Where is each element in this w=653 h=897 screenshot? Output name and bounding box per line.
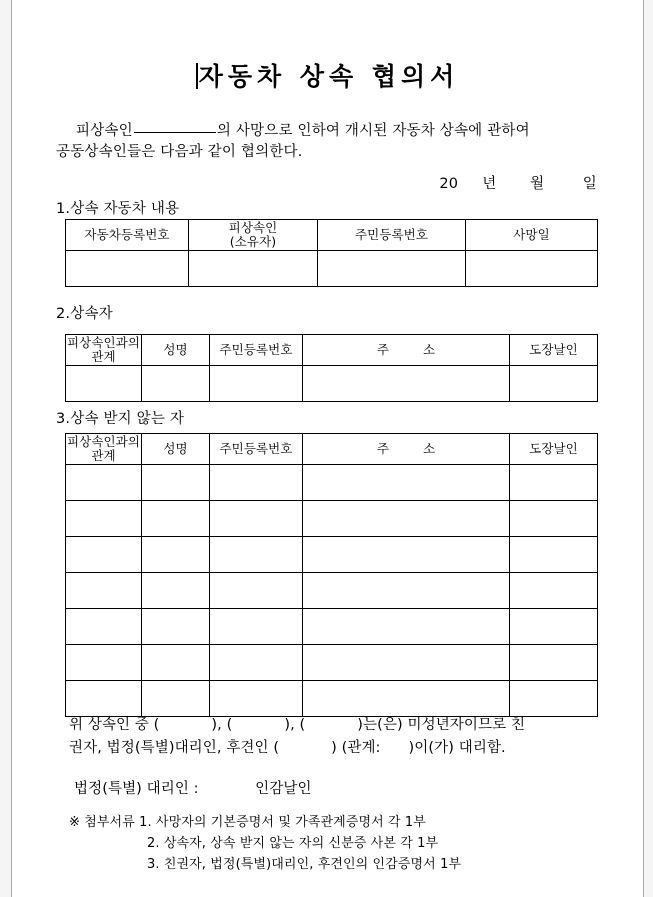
intro-paragraph [56,121,636,163]
heirs-table [65,334,598,402]
table-row [66,609,598,645]
waivers-table [65,433,598,717]
cell-resident-reg-no[interactable] [210,573,303,609]
cell-address[interactable] [303,465,510,501]
cell-seal[interactable] [510,501,598,537]
cell-address[interactable] [303,573,510,609]
table-header-row [66,335,598,366]
col-header-address [303,335,510,366]
intro-line-1-rest: 의 사망으로 인하여 개시된 자동차 상속에 관하여 [216,123,530,139]
cell-resident-reg-no[interactable] [210,366,303,402]
col-header-decedent-line2: (소유자) [229,234,277,249]
col-header-address-left: 주 [376,341,389,357]
page-title [12,62,643,92]
col-header-resident-reg-no: 주민등록번호 [210,335,303,366]
minor-clause-part-2: ), ( [211,717,233,733]
page-outside-left-margin [0,0,11,897]
col-header-relationship-line2: 관계 [91,448,116,463]
cell-name[interactable] [142,501,210,537]
cell-relationship[interactable] [66,537,142,573]
waivers-table-body [66,465,598,717]
col-header-resident-reg-no: 주민등록번호 [318,220,466,251]
date-line: 20 년 월 일 [439,176,597,192]
decedent-name-blank[interactable] [134,132,216,133]
table-row [66,501,598,537]
col-header-relationship-line2: 관계 [91,349,116,364]
legal-representative-line: 법정(특별) 대리인 : 인감날인 [74,781,312,797]
intro-line-1 [56,121,636,142]
table-row [66,645,598,681]
attachments-line-1 [69,812,629,833]
col-header-death-date: 사망일 [466,220,598,251]
col-header-address-left: 주 [376,440,389,456]
cell-name[interactable] [142,465,210,501]
cell-seal[interactable] [510,645,598,681]
cell-resident-reg-no[interactable] [318,251,466,287]
col-header-seal: 도장날인 [510,335,598,366]
cell-death-date[interactable] [466,251,598,287]
cell-seal[interactable] [510,366,598,402]
cell-resident-reg-no[interactable] [210,537,303,573]
cell-name[interactable] [142,537,210,573]
cell-address[interactable] [303,501,510,537]
col-header-decedent-owner [189,220,318,251]
minor-clause-line-2 [69,737,614,760]
col-header-name: 성명 [142,434,210,465]
cell-address[interactable] [303,609,510,645]
minor-clause-part-3: ), ( [284,717,306,733]
col-header-decedent-line1: 피상속인 [228,219,278,235]
intro-decedent-label: 피상속인 [76,123,133,139]
cell-relationship[interactable] [66,609,142,645]
minor-clause-part-4: )는(은) 미성년자이므로 친 [357,717,526,733]
intro-line-2: 공동상속인들은 다음과 같이 협의한다. [56,144,303,160]
table-row [66,251,598,287]
col-header-vehicle-reg-no: 자동차등록번호 [66,220,189,251]
cell-relationship[interactable] [66,681,142,717]
cell-relationship[interactable] [66,465,142,501]
cell-resident-reg-no[interactable] [210,609,303,645]
minor-clause-line-1 [69,714,614,737]
cell-address[interactable] [303,645,510,681]
cell-seal[interactable] [510,465,598,501]
cell-seal[interactable] [510,609,598,645]
guardian-clause-part-1: 권자, 법정(특별)대리인, 후견인 ( [69,740,280,756]
table-row [66,681,598,717]
cell-address[interactable] [303,681,510,717]
page-title-text: 자동차 상속 협의서 [198,62,460,91]
document-edge-right [643,0,644,897]
cell-seal[interactable] [510,573,598,609]
col-header-relationship [66,335,142,366]
section-heading-waivers: 3.상속 받지 않는 자 [56,411,185,427]
col-header-address-right: 소 [423,341,436,357]
section-heading-heirs: 2.상속자 [56,306,113,322]
attachments-block [69,812,629,875]
cell-resident-reg-no[interactable] [210,501,303,537]
col-header-address [303,434,510,465]
guardian-clause-part-2: ) (관계: [331,740,381,756]
col-header-resident-reg-no: 주민등록번호 [210,434,303,465]
col-header-address-right: 소 [423,440,436,456]
attachments-line-3 [69,854,629,875]
cell-resident-reg-no[interactable] [210,681,303,717]
attachment-item-2: 2. 상속자, 상속 받지 않는 자의 신분증 사본 각 1부 [147,836,439,851]
table-header-row [66,220,598,251]
col-header-relationship-line1: 피상속인과의 [66,334,141,350]
attachments-line-2 [69,833,629,854]
cell-name[interactable] [142,645,210,681]
table-row [66,573,598,609]
cell-name[interactable] [142,573,210,609]
attachments-marker: ※ 첨부서류 [69,815,135,830]
cell-vehicle-reg-no[interactable] [66,251,189,287]
table-row [66,366,598,402]
vehicle-info-table [65,219,598,287]
cell-name[interactable] [142,609,210,645]
minor-clause-part-1: 위 상속인 중 ( [69,717,160,733]
text-caret [196,63,198,89]
cell-relationship[interactable] [66,501,142,537]
cell-decedent-owner[interactable] [189,251,318,287]
table-header-row [66,434,598,465]
cell-resident-reg-no[interactable] [210,465,303,501]
cell-address[interactable] [303,366,510,402]
col-header-relationship-line1: 피상속인과의 [66,433,141,449]
cell-relationship[interactable] [66,645,142,681]
col-header-seal: 도장날인 [510,434,598,465]
cell-resident-reg-no[interactable] [210,645,303,681]
document-content [12,0,643,897]
attachment-item-3: 3. 친권자, 법정(특별)대리인, 후견인의 인감증명서 1부 [147,857,462,872]
section-heading-vehicle: 1.상속 자동차 내용 [56,201,180,217]
attachment-item-1: 1. 사망자의 기본증명서 및 가족관계증명서 각 1부 [139,815,426,830]
cell-relationship[interactable] [66,573,142,609]
cell-name[interactable] [142,366,210,402]
page-outside-right-margin [644,0,653,897]
cell-name[interactable] [142,681,210,717]
col-header-relationship [66,434,142,465]
col-header-name: 성명 [142,335,210,366]
table-row [66,465,598,501]
cell-address[interactable] [303,537,510,573]
cell-seal[interactable] [510,537,598,573]
minor-heir-clause [69,714,614,760]
cell-seal[interactable] [510,681,598,717]
cell-relationship[interactable] [66,366,142,402]
guardian-clause-part-3: )이(가) 대리함. [408,740,506,756]
table-row [66,537,598,573]
